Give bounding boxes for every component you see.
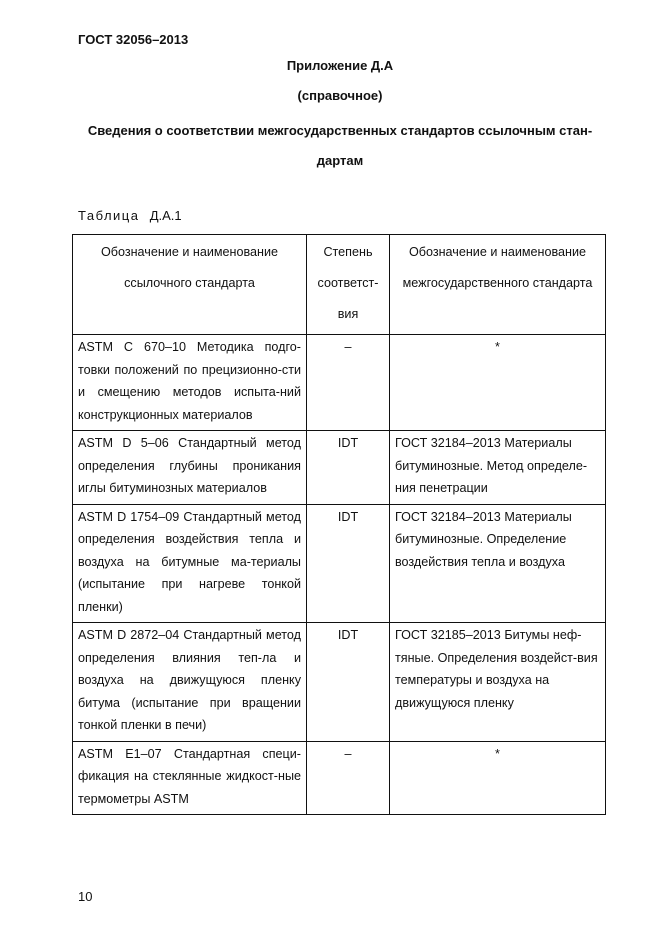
degree-cell: IDT bbox=[307, 504, 390, 623]
table-row bbox=[73, 623, 606, 742]
column-header-degree: Степень соответст-вия bbox=[307, 235, 390, 335]
document-code: ГОСТ 32056–2013 bbox=[78, 32, 189, 47]
degree-cell: IDT bbox=[307, 623, 390, 742]
reference-standard-cell: ASTM E1–07 Стандартная специ-фикация на стеклянные жидкост-ные термометры ASTM bbox=[73, 741, 307, 815]
annex-heading: Сведения о соответствии межгосударственных стандартов ссылочным стан-дартам bbox=[87, 123, 593, 168]
page-number: 10 bbox=[78, 889, 93, 904]
annex-type: (справочное) bbox=[297, 88, 383, 103]
reference-standard-cell: ASTM D 5–06 Стандартный метод определения глубины проникания иглы битуминозных материалов bbox=[73, 431, 307, 505]
interstate-standard-cell: ГОСТ 32185–2013 Битумы неф-тяные. Определения воздейст-вия температуры и воздуха на движущуюся пленку bbox=[390, 623, 606, 742]
interstate-standard-cell: ГОСТ 32184–2013 Материалы битуминозные. Метод определе-ния пенетрации bbox=[390, 431, 606, 505]
table-label-word: Таблица bbox=[78, 208, 140, 223]
table-row bbox=[73, 335, 606, 431]
table-row bbox=[73, 741, 606, 815]
column-header-reference: Обозначение и наименование ссылочного стандарта bbox=[73, 235, 307, 335]
table-label bbox=[78, 208, 182, 223]
annex-title: Приложение Д.А bbox=[286, 58, 394, 73]
degree-cell: – bbox=[307, 741, 390, 815]
interstate-standard-cell: * bbox=[390, 741, 606, 815]
degree-cell: IDT bbox=[307, 431, 390, 505]
reference-standard-cell: ASTM D 1754–09 Стандартный метод определения воздействия тепла и воздуха на битумные ма-териалы (испытание при нагреве тонкой пленки) bbox=[73, 504, 307, 623]
degree-cell: – bbox=[307, 335, 390, 431]
reference-standard-cell: ASTM C 670–10 Методика подго-товки положений по прецизионно-сти и смещению методов испыта-ний конструкционных материалов bbox=[73, 335, 307, 431]
table-row bbox=[73, 431, 606, 505]
table-label-number: Д.А.1 bbox=[149, 208, 182, 223]
reference-standard-cell: ASTM D 2872–04 Стандартный метод определения влияния теп-ла и воздуха на движущуюся пленку битума (испытание при вращении тонкой пленки в печи) bbox=[73, 623, 307, 742]
table-row bbox=[73, 504, 606, 623]
interstate-standard-cell: * bbox=[390, 335, 606, 431]
column-header-interstate: Обозначение и наименование межгосударственного стандарта bbox=[390, 235, 606, 335]
interstate-standard-cell: ГОСТ 32184–2013 Материалы битуминозные. Определение воздействия тепла и воздуха bbox=[390, 504, 606, 623]
table-header-row bbox=[73, 235, 606, 335]
standards-table bbox=[72, 234, 606, 815]
